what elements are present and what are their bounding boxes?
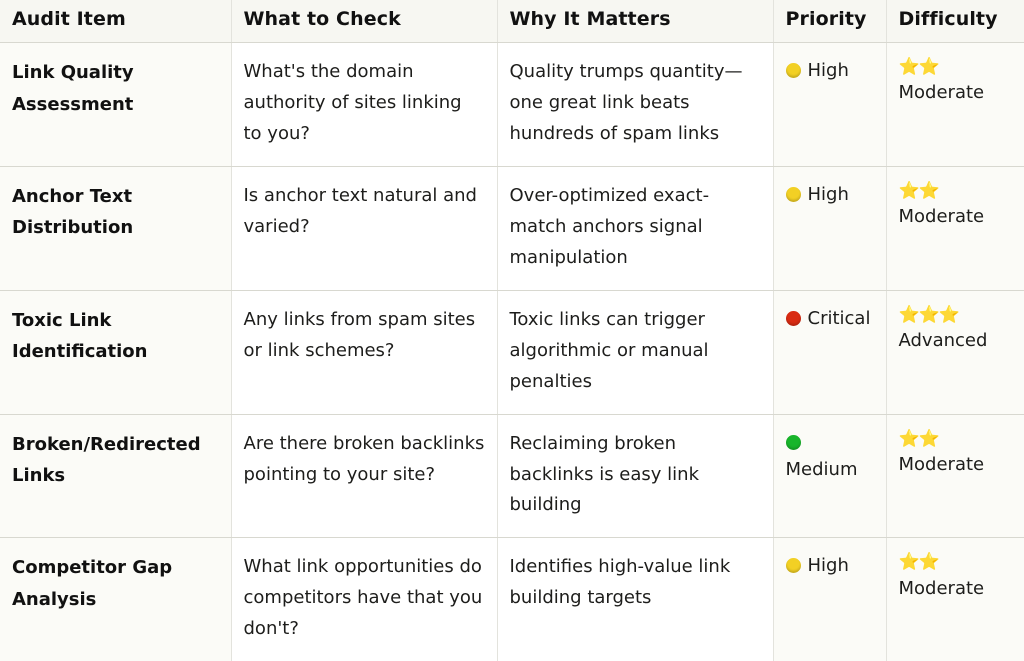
- cell-difficulty: [886, 290, 1024, 414]
- priority-label: Critical: [808, 308, 871, 329]
- column-header-why-it-matters: Why It Matters: [497, 0, 773, 43]
- table-header: [0, 0, 1024, 43]
- cell-priority: [773, 290, 886, 414]
- red-dot-icon: [786, 311, 801, 326]
- priority-label: High: [808, 184, 849, 205]
- difficulty-label: Moderate: [899, 79, 1013, 107]
- table-row: [0, 538, 1024, 661]
- difficulty-label: Moderate: [899, 203, 1013, 231]
- cell-what-to-check: What link opportunities do competitors have that you don't?: [231, 538, 497, 661]
- cell-difficulty: [886, 538, 1024, 661]
- column-header-difficulty: Difficulty: [886, 0, 1024, 43]
- cell-what-to-check: Are there broken backlinks pointing to your site?: [231, 414, 497, 538]
- cell-audit-item: Competitor Gap Analysis: [0, 538, 231, 661]
- table-row: [0, 43, 1024, 167]
- priority-label: Medium: [786, 459, 858, 480]
- column-header-what-to-check: What to Check: [231, 0, 497, 43]
- cell-audit-item: Anchor Text Distribution: [0, 166, 231, 290]
- cell-why-it-matters: Toxic links can trigger algorithmic or manual penalties: [497, 290, 773, 414]
- priority-label: High: [808, 60, 849, 81]
- star-rating-icon: ⭐⭐⭐: [899, 305, 1013, 325]
- green-dot-icon: [786, 435, 801, 450]
- cell-audit-item: Link Quality Assessment: [0, 43, 231, 167]
- cell-audit-item: Toxic Link Identification: [0, 290, 231, 414]
- priority-label: High: [808, 555, 849, 576]
- column-header-priority: Priority: [773, 0, 886, 43]
- difficulty-label: Advanced: [899, 327, 1013, 355]
- cell-difficulty: [886, 166, 1024, 290]
- cell-why-it-matters: Reclaiming broken backlinks is easy link building: [497, 414, 773, 538]
- cell-what-to-check: What's the domain authority of sites linking to you?: [231, 43, 497, 167]
- difficulty-label: Moderate: [899, 451, 1013, 479]
- cell-priority: [773, 43, 886, 167]
- cell-what-to-check: Is anchor text natural and varied?: [231, 166, 497, 290]
- cell-audit-item: Broken/Redirected Links: [0, 414, 231, 538]
- cell-why-it-matters: Over-optimized exact-match anchors signal manipulation: [497, 166, 773, 290]
- cell-difficulty: [886, 414, 1024, 538]
- star-rating-icon: ⭐⭐: [899, 552, 1013, 572]
- cell-priority: [773, 538, 886, 661]
- yellow-dot-icon: [786, 558, 801, 573]
- cell-what-to-check: Any links from spam sites or link schemes?: [231, 290, 497, 414]
- column-header-audit-item: Audit Item: [0, 0, 231, 43]
- cell-why-it-matters: Quality trumps quantity—one great link beats hundreds of spam links: [497, 43, 773, 167]
- cell-why-it-matters: Identifies high-value link building targets: [497, 538, 773, 661]
- table-row: [0, 290, 1024, 414]
- star-rating-icon: ⭐⭐: [899, 57, 1013, 77]
- yellow-dot-icon: [786, 63, 801, 78]
- star-rating-icon: ⭐⭐: [899, 181, 1013, 201]
- cell-difficulty: [886, 43, 1024, 167]
- cell-priority: [773, 414, 886, 538]
- yellow-dot-icon: [786, 187, 801, 202]
- table-body: [0, 43, 1024, 661]
- cell-priority: [773, 166, 886, 290]
- table-row: [0, 166, 1024, 290]
- star-rating-icon: ⭐⭐: [899, 429, 1013, 449]
- table-header-row: [0, 0, 1024, 43]
- table-row: [0, 414, 1024, 538]
- difficulty-label: Moderate: [899, 575, 1013, 603]
